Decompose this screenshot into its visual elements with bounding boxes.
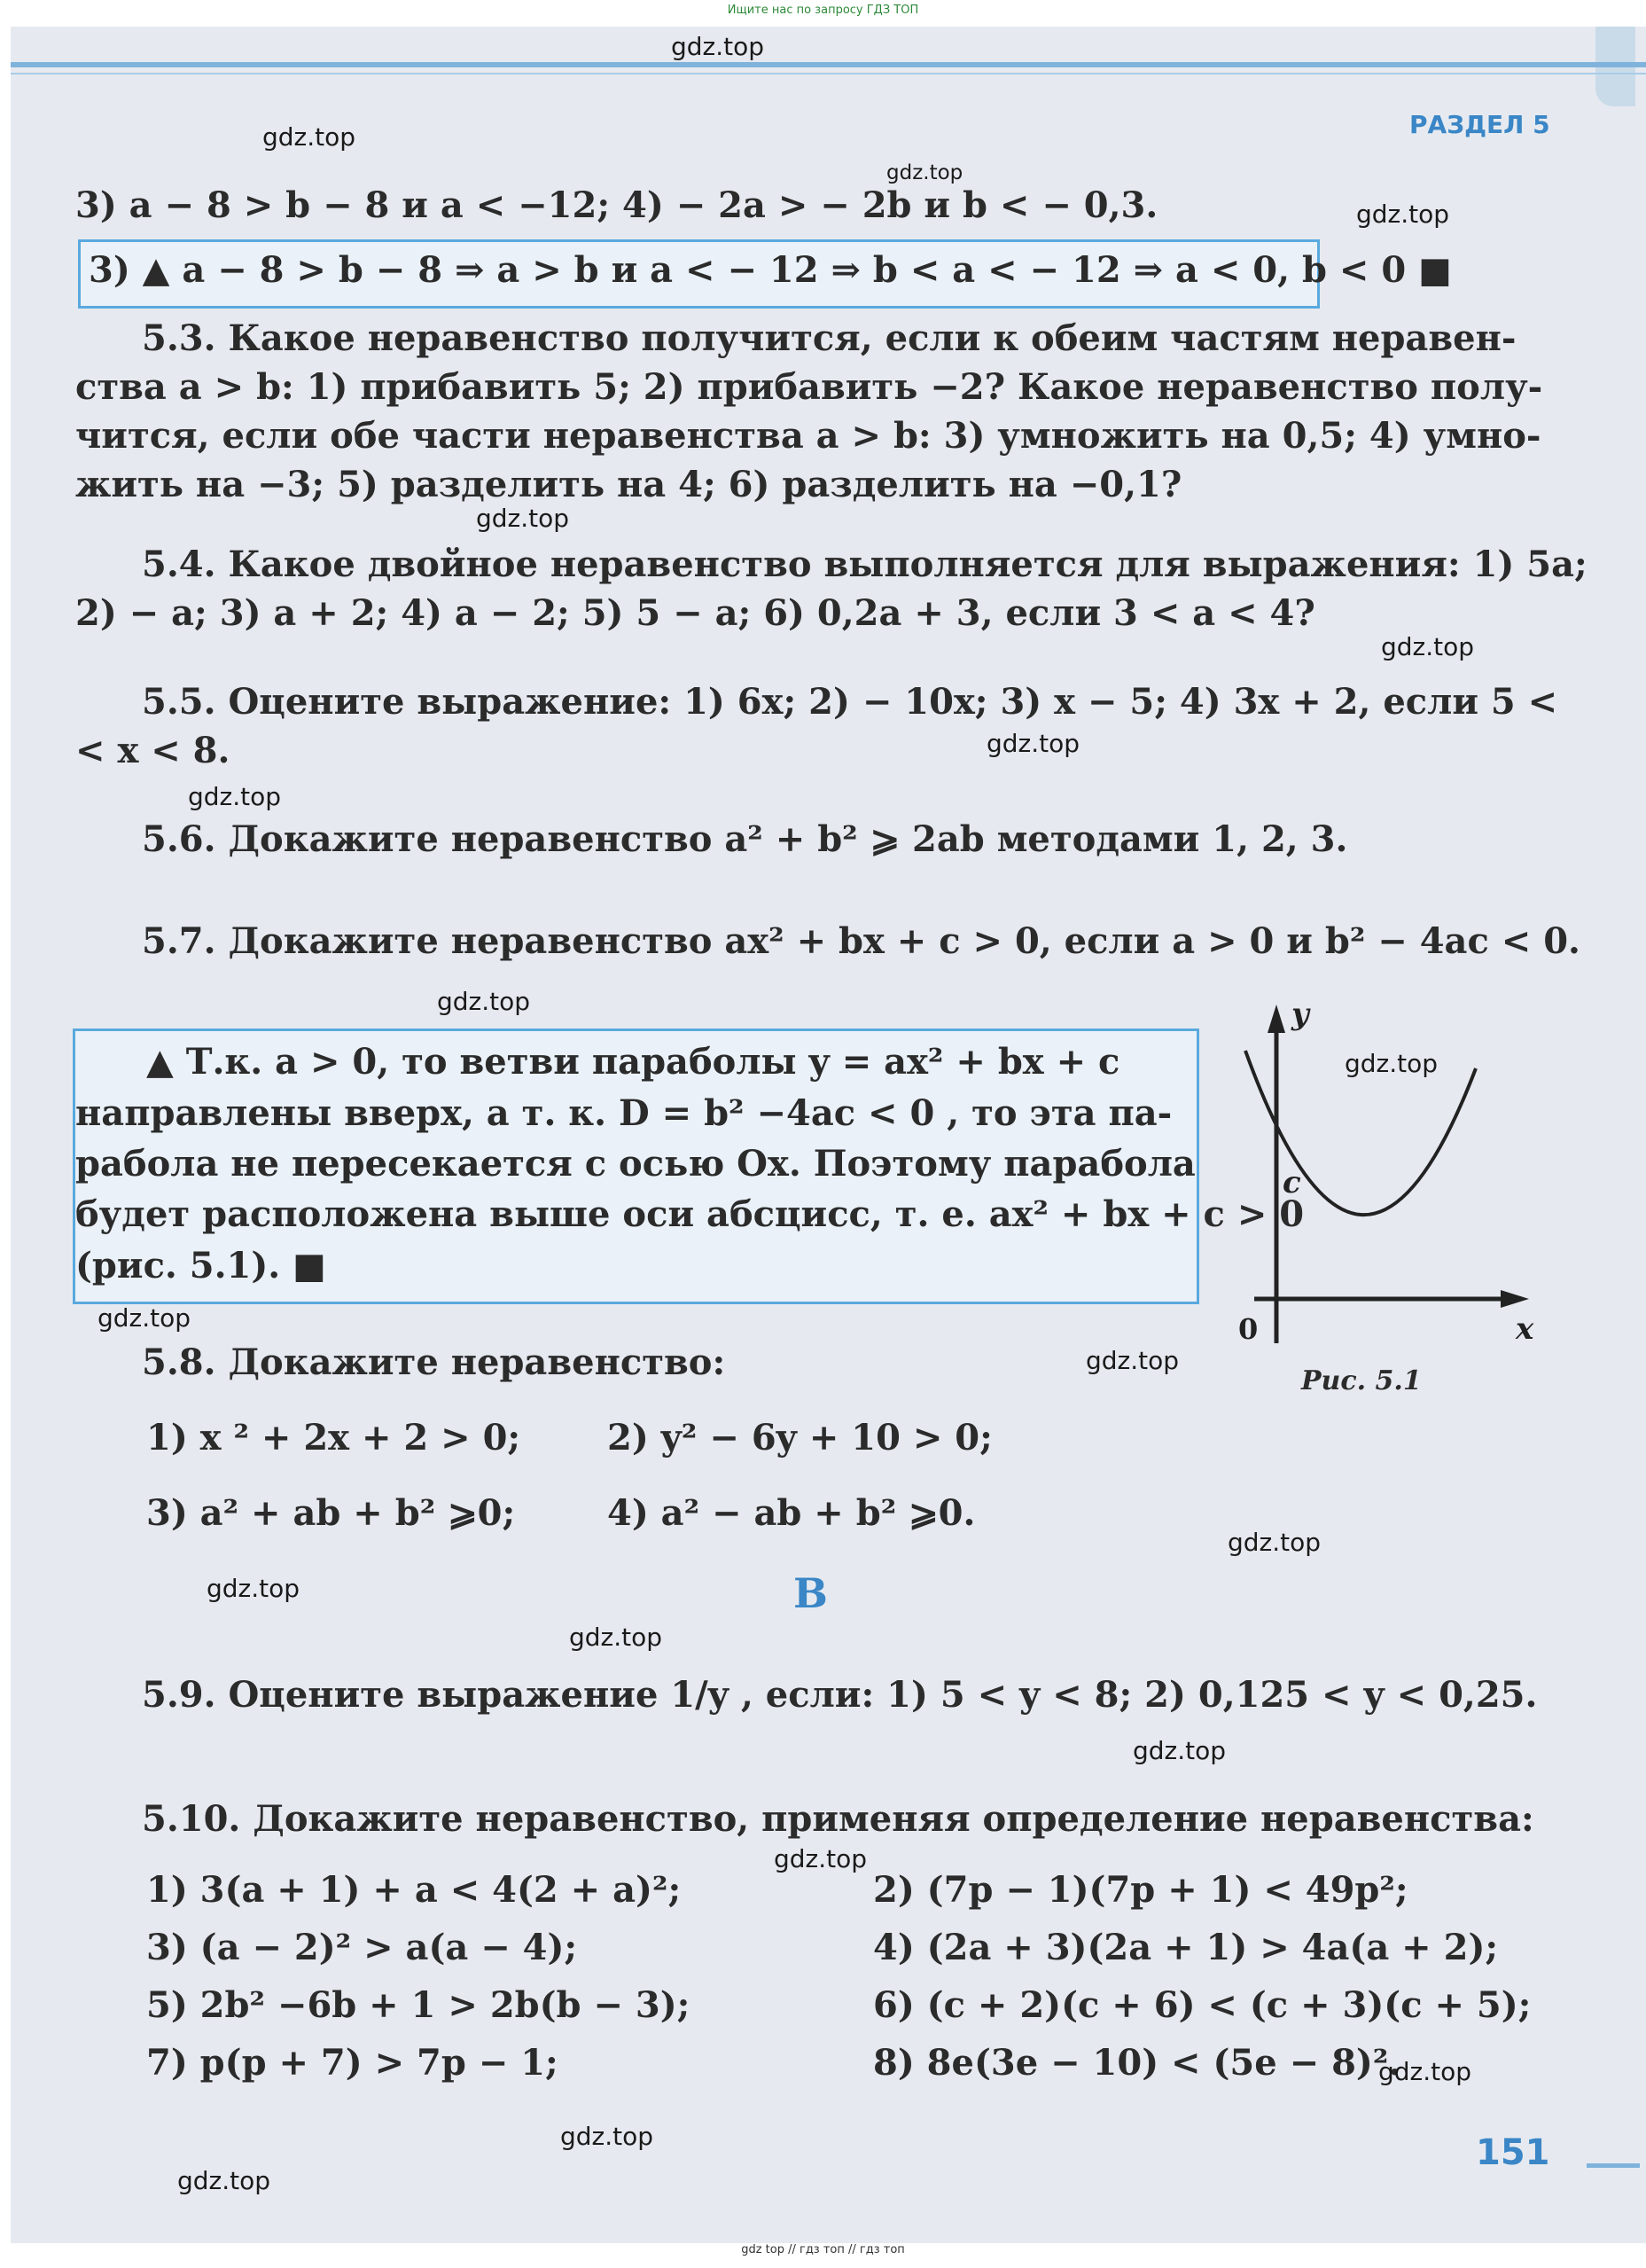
problem-5-9: 5.9. Оцените выражение 1/y , если: 1) 5 < y < 8; 2) 0,125 < y < 0,25. — [142, 1674, 1538, 1716]
header-rule — [11, 62, 1646, 67]
problem-5-3-line-4: жить на −3; 5) разделить на 4; 6) разделить на −0,1? — [75, 464, 1182, 505]
problem-5-5-line-1: 5.5. Оцените выражение: 1) 6x; 2) − 10x; 3) x − 5; 4) 3x + 2, если 5 < — [142, 681, 1558, 723]
intercept-label: c — [1283, 1165, 1301, 1200]
axis-y-label: y — [1291, 997, 1309, 1032]
solution-2-line-2: направлены вверх, а т. к. D = b² −4ac < 0 , то эта па- — [75, 1092, 1173, 1134]
axis-x-label: x — [1516, 1311, 1534, 1347]
problem-5-6: 5.6. Докажите неравенство a² + b² ⩾ 2ab методами 1, 2, 3. — [142, 818, 1348, 860]
watermark: gdz.top — [177, 2166, 271, 2195]
problem-5-7: 5.7. Докажите неравенство ax² + bx + c > 0, если a > 0 и b² − 4ac < 0. — [142, 920, 1580, 962]
problem-5-10-item-8: 8) 8e(3e − 10) < (5e − 8)². — [873, 2042, 1401, 2084]
watermark: gdz.top — [774, 1844, 868, 1873]
problem-5-10-item-1: 1) 3(a + 1) + a < 4(2 + a)²; — [146, 1869, 682, 1911]
bottom-note: gdz top // гдз топ // гдз топ — [741, 2243, 905, 2256]
problem-5-8-item-4: 4) a² − ab + b² ⩾0. — [607, 1492, 976, 1534]
problem-5-10-item-3: 3) (a − 2)² > a(a − 4); — [146, 1927, 578, 1968]
watermark: gdz.top — [98, 1303, 191, 1333]
watermark: gdz.top — [1356, 199, 1450, 229]
watermark: gdz.top — [987, 729, 1080, 758]
solution-2-line-1: ▲ Т.к. a > 0, то ветви параболы y = ax² + bx + c — [146, 1041, 1120, 1083]
watermark: gdz.top — [476, 504, 570, 533]
prev-problem-line: 3) a − 8 > b − 8 и a < −12; 4) − 2a > − 2b и b < − 0,3. — [75, 184, 1158, 226]
problem-5-4-line-2: 2) − a; 3) a + 2; 4) a − 2; 5) 5 − a; 6) 0,2a + 3, если 3 < a < 4? — [75, 592, 1315, 634]
problem-5-10-item-7: 7) p(p + 7) > 7p − 1; — [146, 2042, 558, 2084]
problem-5-3-line-1: 5.3. Какое неравенство получится, если к обеим частям неравен- — [142, 317, 1517, 359]
problem-5-8: 5.8. Докажите неравенство: — [142, 1341, 726, 1383]
watermark: gdz.top — [1133, 1736, 1227, 1765]
solution-2-line-3: рабола не пересекается с осью Ox. Поэтому парабола — [75, 1143, 1196, 1185]
top-note: Ищите нас по запросу ГДЗ ТОП — [727, 4, 919, 17]
watermark: gdz.top — [569, 1623, 663, 1652]
watermark: gdz.top — [188, 782, 282, 811]
problem-5-8-item-3: 3) a² + ab + b² ⩾0; — [146, 1492, 516, 1534]
problem-5-10-item-5: 5) 2b² −6b + 1 > 2b(b − 3); — [146, 1984, 690, 2026]
problem-5-10-item-4: 4) (2a + 3)(2a + 1) > 4a(a + 2); — [873, 1927, 1499, 1968]
watermark: gdz.top — [560, 2122, 654, 2151]
watermark: gdz.top — [1228, 1528, 1322, 1557]
page-number-rule — [1587, 2163, 1640, 2168]
watermark: gdz.top — [886, 161, 963, 184]
y-axis-arrow — [1268, 1005, 1285, 1033]
section-label: РАЗДЕЛ 5 — [1409, 110, 1550, 139]
problem-5-10-item-6: 6) (c + 2)(c + 6) < (c + 3)(c + 5); — [873, 1984, 1532, 2026]
problem-5-4-line-1: 5.4. Какое двойное неравенство выполняется для выражения: 1) 5a; — [142, 544, 1587, 585]
origin-label: 0 — [1238, 1312, 1259, 1346]
header-rule-thin — [11, 73, 1646, 74]
problem-5-3-line-2: ства a > b: 1) прибавить 5; 2) прибавить −2? Какое неравенство полу- — [75, 366, 1543, 408]
x-axis-arrow — [1501, 1290, 1529, 1308]
solution-2-line-5: (рис. 5.1). ■ — [75, 1245, 326, 1287]
watermark: gdz.top — [1086, 1346, 1180, 1375]
watermark: gdz.top — [1381, 632, 1475, 661]
problem-5-8-item-2: 2) y² − 6y + 10 > 0; — [607, 1417, 993, 1459]
watermark: gdz.top — [671, 32, 765, 61]
problem-5-10: 5.10. Докажите неравенство, применяя определение неравенства: — [142, 1798, 1534, 1840]
watermark: gdz.top — [1378, 2057, 1472, 2086]
solution-2-line-4: будет расположена выше оси абсцисс, т. е. ax² + bx + c > 0 — [75, 1193, 1305, 1235]
page-number: 151 — [1476, 2132, 1550, 2173]
problem-5-3-line-3: чится, если обе части неравенства a > b: 3) умножить на 0,5; 4) умно- — [75, 415, 1541, 457]
difficulty-level-b: B — [793, 1569, 828, 1617]
watermark: gdz.top — [437, 987, 531, 1016]
watermark: gdz.top — [207, 1574, 300, 1603]
problem-5-8-item-1: 1) x ² + 2x + 2 > 0; — [146, 1417, 521, 1459]
watermark: gdz.top — [262, 122, 356, 152]
solution-line-1: 3) ▲ a − 8 > b − 8 ⇒ a > b и a < − 12 ⇒ b < a < − 12 ⇒ a < 0, b < 0 ■ — [89, 249, 1452, 291]
watermark: gdz.top — [1345, 1049, 1439, 1078]
problem-5-10-item-2: 2) (7p − 1)(7p + 1) < 49p²; — [873, 1869, 1408, 1911]
problem-5-5-line-2: < x < 8. — [75, 730, 230, 771]
figure-caption: Рис. 5.1 — [1301, 1365, 1422, 1396]
